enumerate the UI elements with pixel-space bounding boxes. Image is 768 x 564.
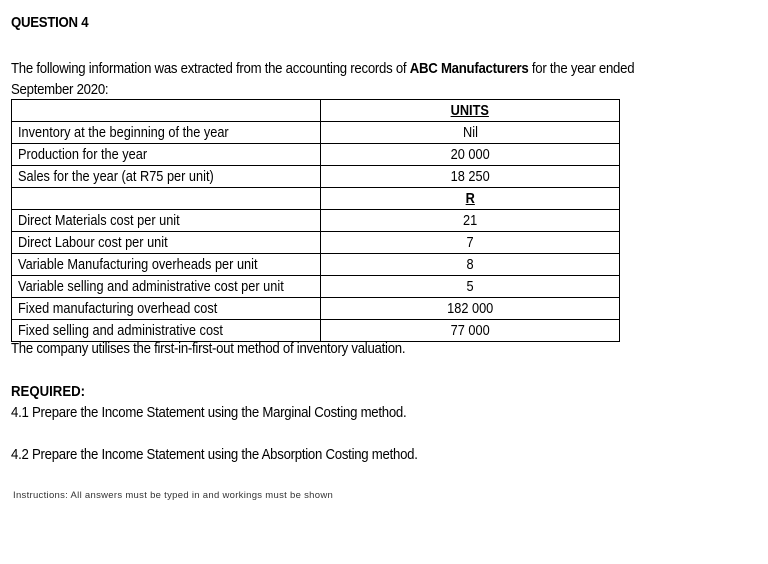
row-value: 18 250: [450, 168, 490, 185]
intro-paragraph: [11, 58, 662, 100]
row-value: 5: [466, 278, 474, 295]
row-value: 20 000: [450, 146, 490, 163]
row-label: Fixed selling and administrative cost: [18, 322, 223, 339]
question-title: QUESTION 4: [11, 14, 89, 31]
row-label: Inventory at the beginning of the year: [18, 124, 229, 141]
row-value: 7: [466, 234, 474, 251]
table-row: [12, 254, 620, 276]
rand-header: R: [465, 190, 475, 207]
table-row: [12, 144, 620, 166]
row-label: Variable Manufacturing overheads per unit: [18, 256, 258, 273]
method-note: The company utilises the first-in-first-out method of inventory valuation.: [11, 340, 406, 357]
table-row: [12, 166, 620, 188]
intro-text-after: for the year ended September 2020:: [11, 60, 635, 98]
intro-text-before: The following information was extracted from the accounting records of: [11, 60, 410, 77]
row-value: 77 000: [450, 322, 490, 339]
table-row: [12, 298, 620, 320]
row-value: 8: [466, 256, 474, 273]
row-label: Sales for the year (at R75 per unit): [18, 168, 214, 185]
instructions-text: Instructions: All answers must be typed in and workings must be shown: [13, 490, 334, 501]
rand-header-blank: [12, 188, 321, 210]
rand-header-row: [12, 188, 620, 210]
row-label: Fixed manufacturing overhead cost: [18, 300, 218, 317]
required-item-4-2: 4.2 Prepare the Income Statement using the Absorption Costing method.: [11, 446, 418, 463]
row-value: 182 000: [446, 300, 494, 317]
row-label: Direct Materials cost per unit: [18, 212, 180, 229]
table-row: [12, 210, 620, 232]
row-value: Nil: [462, 124, 478, 141]
required-heading: REQUIRED:: [11, 383, 86, 400]
company-name: ABC Manufacturers: [409, 60, 529, 77]
table-row: [12, 276, 620, 298]
row-label: Variable selling and administrative cost per unit: [18, 278, 284, 295]
required-item-4-1: 4.1 Prepare the Income Statement using the Marginal Costing method.: [11, 404, 407, 421]
units-header: UNITS: [450, 102, 490, 119]
units-header-row: [12, 100, 620, 122]
row-label: Direct Labour cost per unit: [18, 234, 168, 251]
accounting-data-table: [11, 99, 620, 342]
table-row: [12, 232, 620, 254]
table-row: [12, 320, 620, 342]
units-header-blank: [12, 100, 321, 122]
row-label: Production for the year: [18, 146, 148, 163]
row-value: 21: [462, 212, 478, 229]
table-row: [12, 122, 620, 144]
